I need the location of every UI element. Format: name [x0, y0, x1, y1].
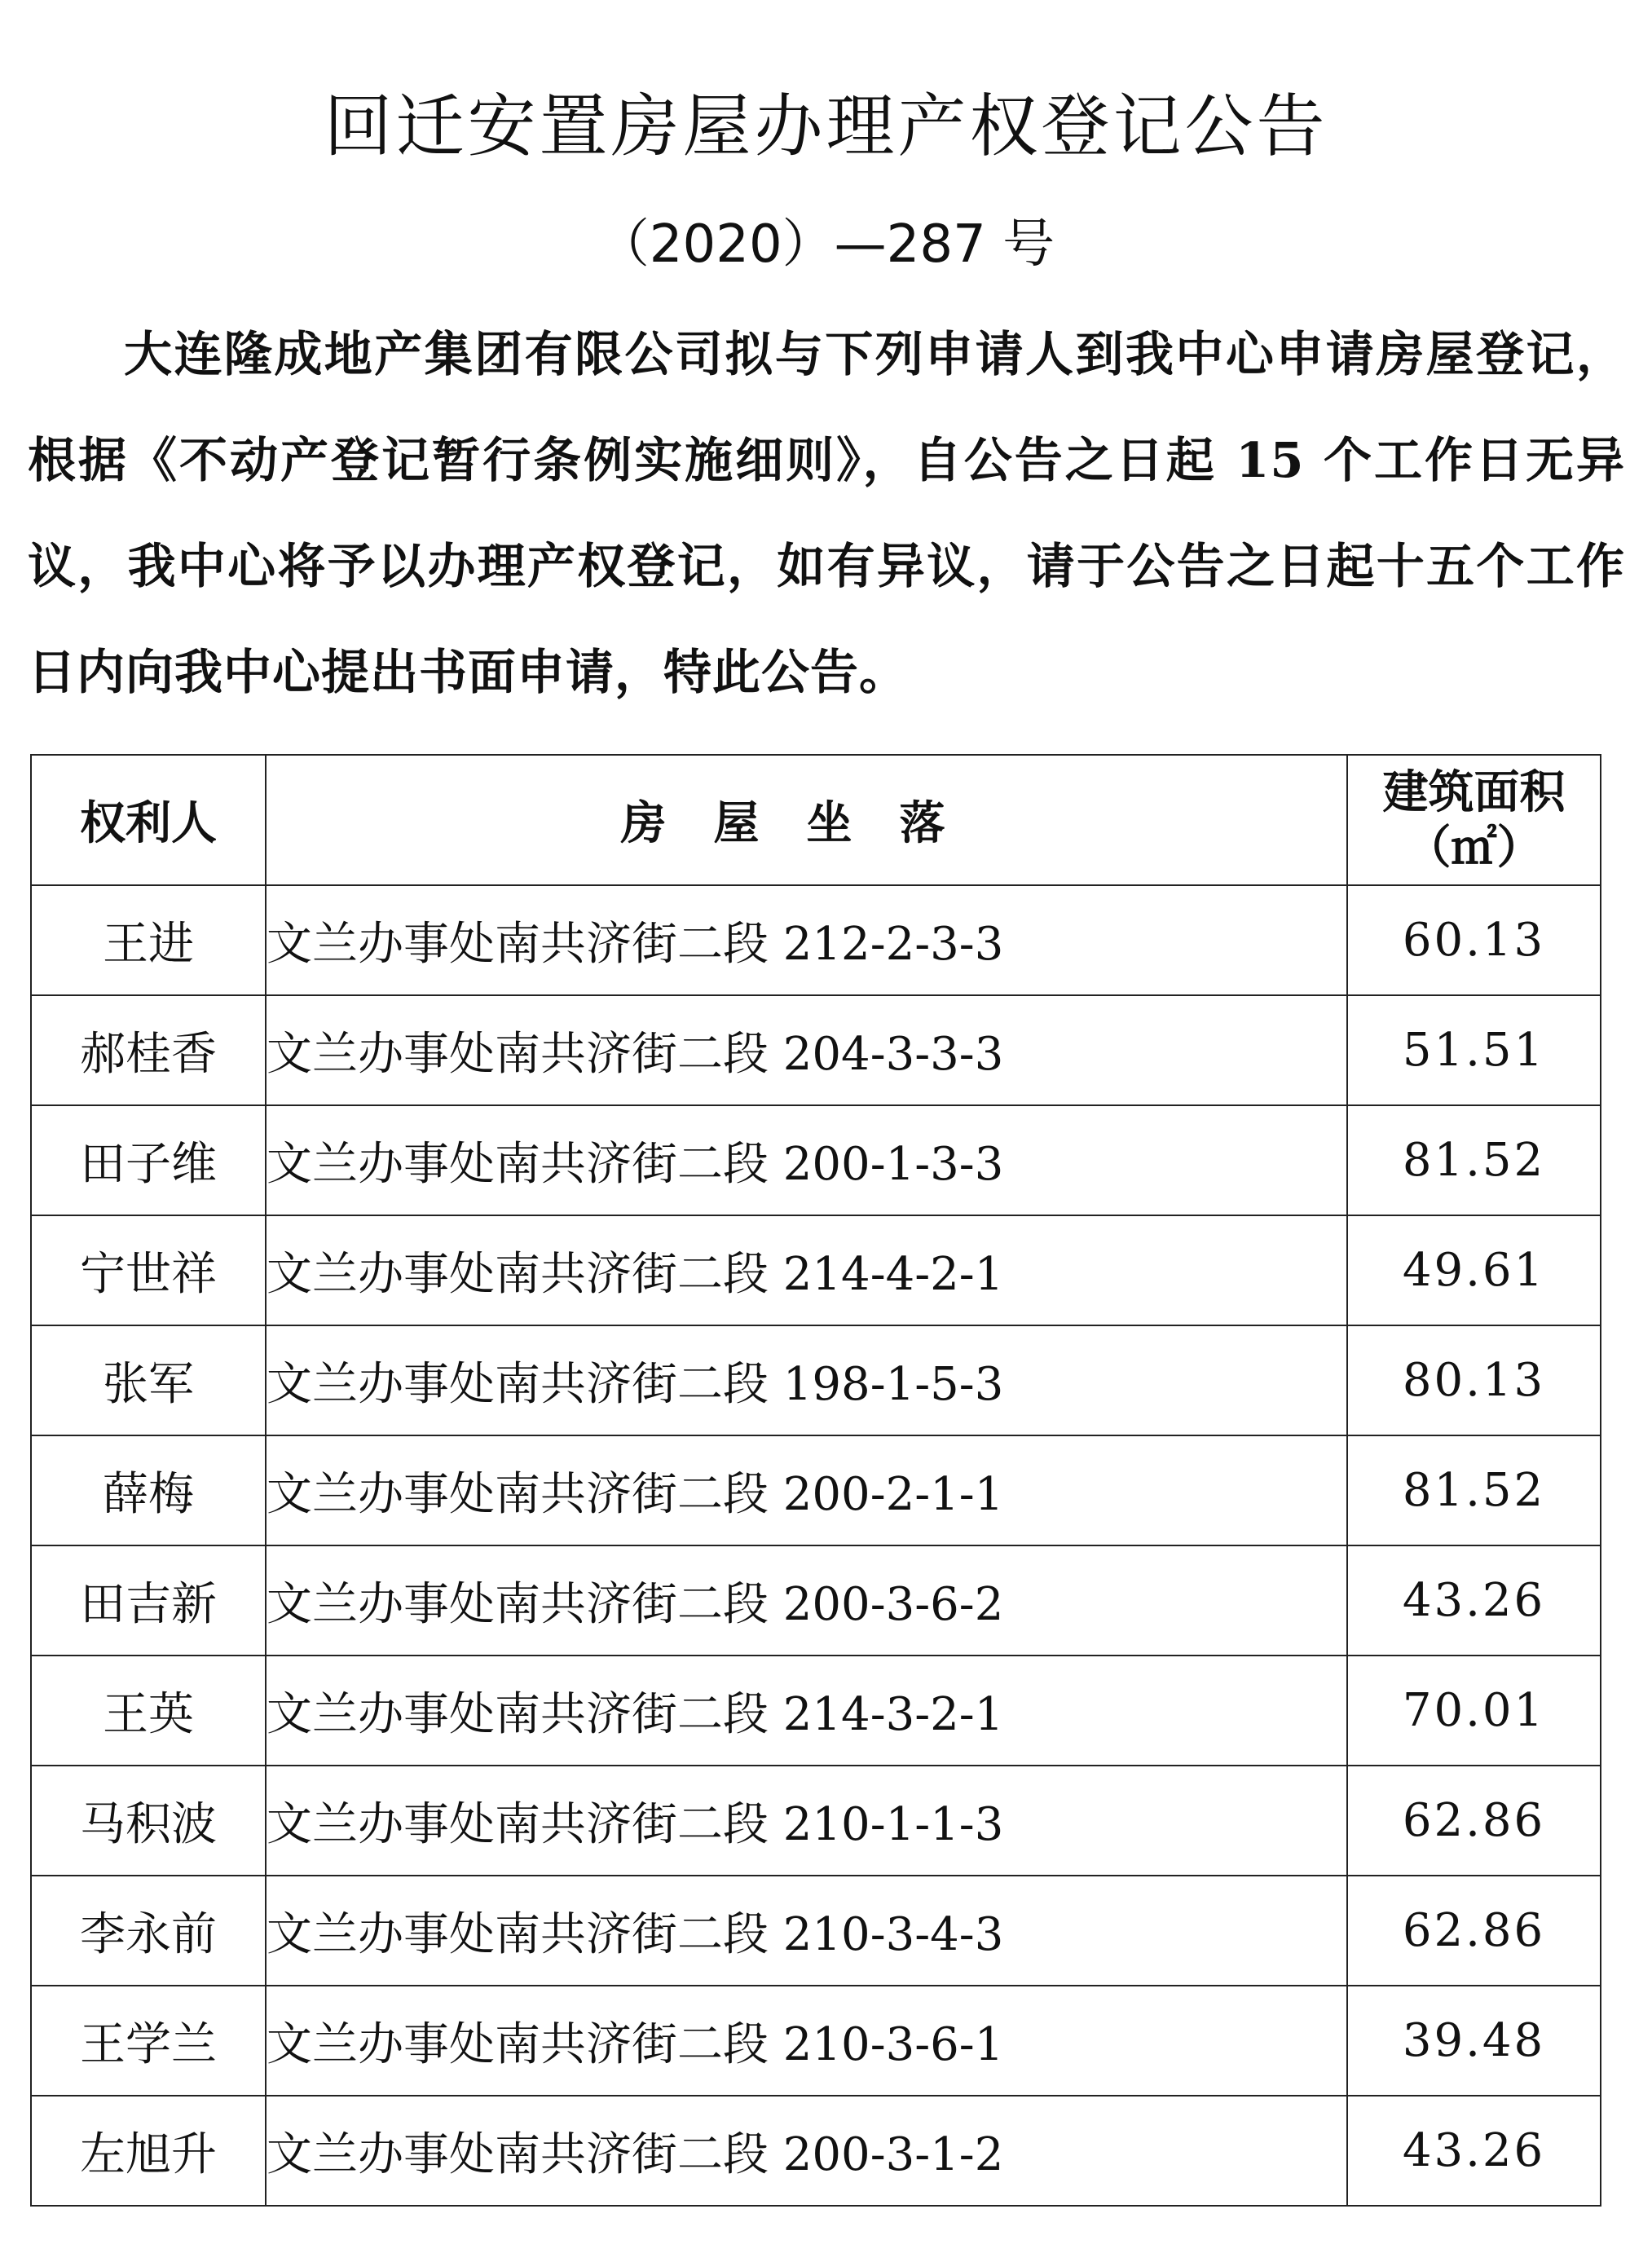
location-cell: 文兰办事处南共济街二段 200-2-1-1: [266, 1435, 1347, 1545]
owner-cell: 郝桂香: [31, 995, 266, 1105]
owner-cell: 张军: [31, 1325, 266, 1435]
table-row: [31, 2096, 1601, 2206]
location-cell: 文兰办事处南共济街二段 210-3-4-3: [266, 1876, 1347, 1986]
table-body: [31, 885, 1601, 2206]
table-row: [31, 1435, 1601, 1545]
area-cell: 81.52: [1347, 1435, 1601, 1545]
owner-cell: 薛梅: [31, 1435, 266, 1545]
area-cell: 60.13: [1347, 885, 1601, 995]
owner-cell: 李永前: [31, 1876, 266, 1986]
header-area-label: 建筑面积: [1382, 765, 1566, 819]
table-row: [31, 995, 1601, 1105]
location-cell: 文兰办事处南共济街二段 200-3-1-2: [266, 2096, 1347, 2206]
table-row: [31, 1325, 1601, 1435]
area-cell: 49.61: [1347, 1215, 1601, 1325]
table-row: [31, 1656, 1601, 1766]
page-title: 回迁安置房屋办理产权登记公告: [324, 86, 1328, 166]
area-cell: 43.26: [1347, 1545, 1601, 1656]
owner-cell: 宁世祥: [31, 1215, 266, 1325]
location-cell: 文兰办事处南共济街二段 204-3-3-3: [266, 995, 1347, 1105]
area-cell: 81.52: [1347, 1105, 1601, 1215]
location-cell: 文兰办事处南共济街二段 210-1-1-3: [266, 1766, 1347, 1876]
location-cell: 文兰办事处南共济街二段 214-4-2-1: [266, 1215, 1347, 1325]
area-cell: 70.01: [1347, 1656, 1601, 1766]
area-cell: 43.26: [1347, 2096, 1601, 2206]
owner-cell: 左旭升: [31, 2096, 266, 2206]
location-cell: 文兰办事处南共济街二段 210-3-6-1: [266, 1986, 1347, 2096]
table-row: [31, 1986, 1601, 2096]
header-owner: 权利人: [31, 755, 266, 885]
table-row: [31, 1766, 1601, 1876]
owner-cell: 王学兰: [31, 1986, 266, 2096]
area-cell: 80.13: [1347, 1325, 1601, 1435]
table-row: [31, 1545, 1601, 1656]
owner-cell: 王英: [31, 1656, 266, 1766]
location-cell: 文兰办事处南共济街二段 212-2-3-3: [266, 885, 1347, 995]
table-row: [31, 1876, 1601, 1986]
table-row: [31, 885, 1601, 995]
owner-cell: 田子维: [31, 1105, 266, 1215]
owner-cell: 王进: [31, 885, 266, 995]
table-row: [31, 1105, 1601, 1215]
location-cell: 文兰办事处南共济街二段 214-3-2-1: [266, 1656, 1347, 1766]
document-number: （2020）—287 号: [597, 214, 1055, 275]
table-header-row: [31, 755, 1601, 885]
notice-body: 大连隆成地产集团有限公司拟与下列申请人到我中心申请房屋登记，根据《不动产登记暂行条例实施细则》，自公告之日起 15 个工作日无异议，我中心将予以办理产权登记，如有异议，请于公告之日起十五个工作日内向我中心提出书面申请，特此公告。: [28, 326, 1625, 700]
header-area-unit: （㎡）: [1405, 821, 1543, 875]
registration-table: [30, 754, 1601, 2207]
area-cell: 51.51: [1347, 995, 1601, 1105]
header-location: 房屋坐落: [266, 755, 1347, 885]
location-cell: 文兰办事处南共济街二段 198-1-5-3: [266, 1325, 1347, 1435]
owner-cell: 田吉新: [31, 1545, 266, 1656]
owner-cell: 马积波: [31, 1766, 266, 1876]
location-cell: 文兰办事处南共济街二段 200-3-6-2: [266, 1545, 1347, 1656]
area-cell: 62.86: [1347, 1766, 1601, 1876]
location-cell: 文兰办事处南共济街二段 200-1-3-3: [266, 1105, 1347, 1215]
area-cell: 39.48: [1347, 1986, 1601, 2096]
table-row: [31, 1215, 1601, 1325]
area-cell: 62.86: [1347, 1876, 1601, 1986]
header-area: [1347, 755, 1601, 885]
